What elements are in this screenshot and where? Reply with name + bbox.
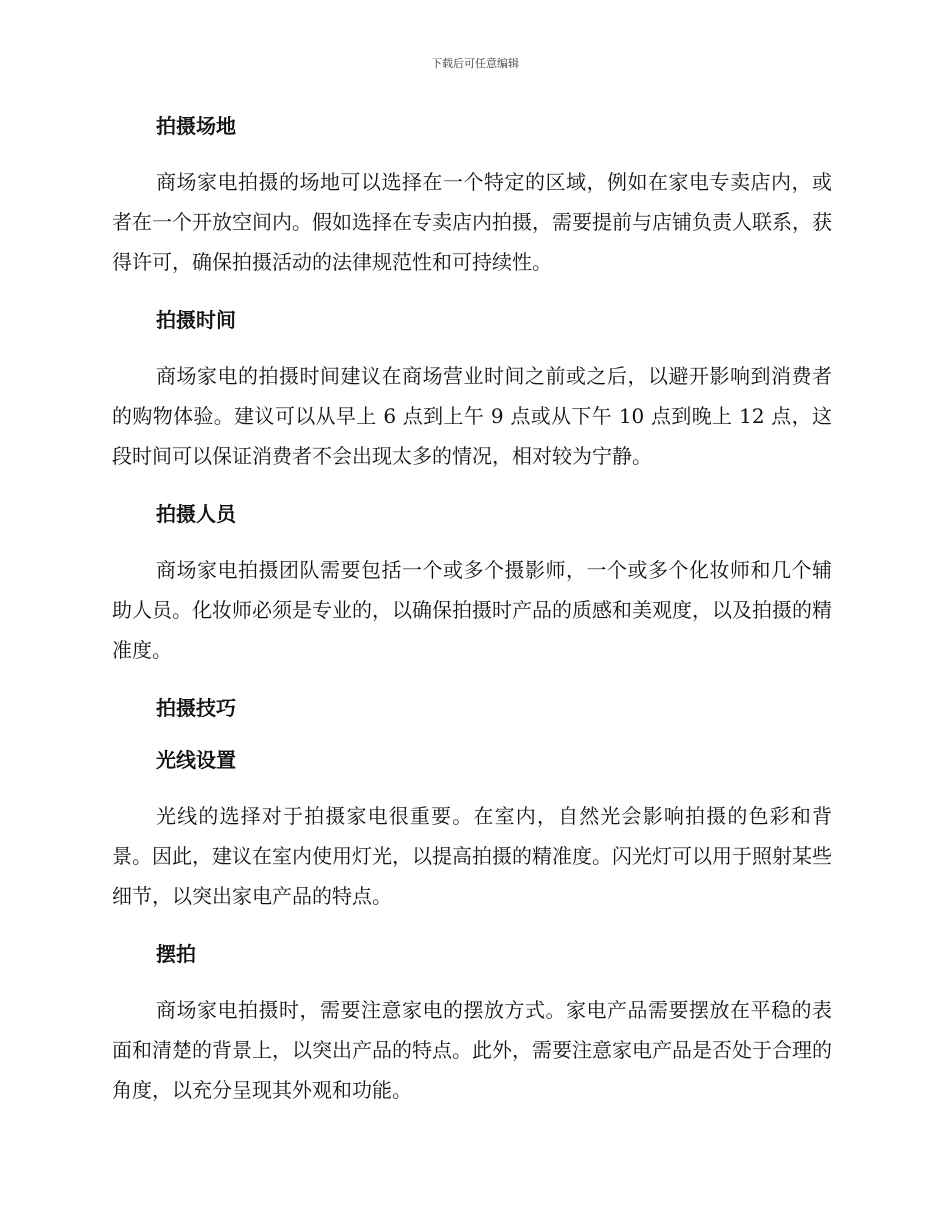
document-body <box>112 110 832 1132</box>
section-heading-time: 拍摄时间 <box>156 308 236 332</box>
section-heading-techniques: 拍摄技巧 <box>156 696 236 720</box>
section-heading-staff: 拍摄人员 <box>156 502 236 526</box>
section-paragraph-time: 商场家电的拍摄时间建议在商场营业时间之前或之后，以避开影响到消费者的购物体验。建议可以从早上 6 点到上午 9 点或从下午 10 点到晚上 12 点，这段时间可以保证消费者不会出现太多的情况，相对较为宁静。 <box>112 364 832 468</box>
section-heading-lighting: 光线设置 <box>156 748 236 772</box>
page-header-note: 下载后可任意编辑 <box>431 57 519 70</box>
section-paragraph-staging: 商场家电拍摄时，需要注意家电的摆放方式。家电产品需要摆放在平稳的表面和清楚的背景上，以突出产品的特点。此外，需要注意家电产品是否处于合理的角度，以充分呈现其外观和功能。 <box>112 998 832 1102</box>
section-paragraph-lighting: 光线的选择对于拍摄家电很重要。在室内，自然光会影响拍摄的色彩和背景。因此，建议在室内使用灯光，以提高拍摄的精准度。闪光灯可以用于照射某些细节，以突出家电产品的特点。 <box>112 804 832 908</box>
section-heading-staging: 摆拍 <box>156 942 196 966</box>
section-paragraph-staff: 商场家电拍摄团队需要包括一个或多个摄影师，一个或多个化妆师和几个辅助人员。化妆师必须是专业的，以确保拍摄时产品的质感和美观度，以及拍摄的精准度。 <box>112 558 832 662</box>
section-heading-venue: 拍摄场地 <box>156 114 236 138</box>
section-paragraph-venue: 商场家电拍摄的场地可以选择在一个特定的区域，例如在家电专卖店内，或者在一个开放空间内。假如选择在专卖店内拍摄，需要提前与店铺负责人联系，获得许可，确保拍摄活动的法律规范性和可持续性。 <box>112 170 832 274</box>
